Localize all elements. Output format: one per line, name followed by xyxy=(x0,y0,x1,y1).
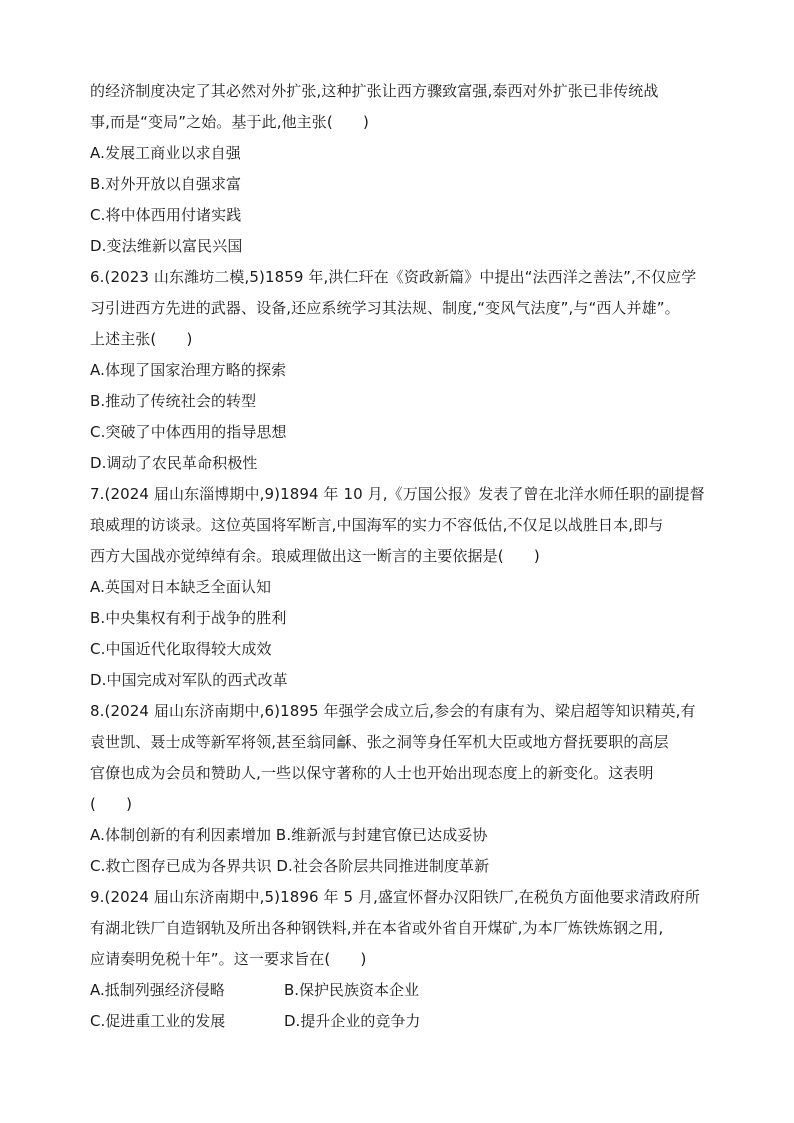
q9-stem-line-1: 9.(2024 届山东济南期中,5)1896 年 5 月,盛宣怀督办汉阳铁厂,在税负方面他要求清政府所 xyxy=(90,888,700,906)
q9-stem-line-3: 应请奏明免税十年”。这一要求旨在( ) xyxy=(90,950,367,968)
q5-option-d: D.变法维新以富民兴国 xyxy=(90,237,243,255)
q6-stem-line-3: 上述主张( ) xyxy=(90,330,193,348)
q9-option-b: B.保护民族资本企业 xyxy=(284,981,420,999)
q7-stem-line-3: 西方大国战亦觉绰绰有余。琅威理做出这一断言的主要依据是( ) xyxy=(90,547,540,565)
q8-options-ab: A.体制创新的有利因素增加 B.维新派与封建官僚已达成妥协 xyxy=(90,826,488,844)
q8-stem-line-4: ( ) xyxy=(90,795,133,813)
q6-option-c: C.突破了中体西用的指导思想 xyxy=(90,423,287,441)
q9-option-d: D.提升企业的竞争力 xyxy=(284,1012,421,1030)
q6-option-b: B.推动了传统社会的转型 xyxy=(90,392,257,410)
q8-stem-line-3: 官僚也成为会员和赞助人,一些以保守著称的人士也开始出现态度上的新变化。这表明 xyxy=(90,764,654,782)
q6-stem-line-2: 习引进西方先进的武器、设备,还应系统学习其法规、制度,“变风气法度”,与“西人并雄”。 xyxy=(90,299,680,317)
q5-option-b: B.对外开放以自强求富 xyxy=(90,175,242,193)
q9-options-row-1 xyxy=(90,975,714,1006)
q7-option-d: D.中国完成对军队的西式改革 xyxy=(90,671,288,689)
q7-stem-line-1: 7.(2024 届山东淄博期中,9)1894 年 10 月,《万国公报》发表了曾在北洋水师任职的副提督 xyxy=(90,485,705,503)
q9-stem-line-2: 有湖北铁厂自造钢轨及所出各种钢铁料,并在本省或外省自开煤矿,为本厂炼铁炼钢之用, xyxy=(90,919,664,937)
q5-option-a: A.发展工商业以求自强 xyxy=(90,144,241,162)
q7-stem-line-2: 琅威理的访谈录。这位英国将军断言,中国海军的实力不容低估,不仅足以战胜日本,即与 xyxy=(90,516,664,534)
q6-option-d: D.调动了农民革命积极性 xyxy=(90,454,258,472)
q8-stem-line-1: 8.(2024 届山东济南期中,6)1895 年强学会成立后,参会的有康有为、梁启超等知识精英,有 xyxy=(90,702,696,720)
q5-stem-line-2: 事,而是“变局”之始。基于此,他主张( ) xyxy=(90,113,369,131)
q8-stem-line-2: 袁世凯、聂士成等新军将领,甚至翁同龢、张之洞等身任军机大臣或地方督抚要职的高层 xyxy=(90,733,669,751)
q9-option-c: C.促进重工业的发展 xyxy=(90,1012,226,1030)
q9-option-a: A.抵制列强经济侵略 xyxy=(90,981,225,999)
q9-options-row-2 xyxy=(90,1006,714,1037)
q7-option-c: C.中国近代化取得较大成效 xyxy=(90,640,272,658)
q8-options-cd: C.救亡图存已成为各界共识 D.社会各阶层共同推进制度革新 xyxy=(90,857,490,875)
q5-option-c: C.将中体西用付诸实践 xyxy=(90,206,242,224)
q5-stem-line-1: 的经济制度决定了其必然对外扩张,这种扩张让西方骤致富强,泰西对外扩张已非传统战 xyxy=(90,82,659,100)
q7-option-b: B.中央集权有利于战争的胜利 xyxy=(90,609,287,627)
q6-option-a: A.体现了国家治理方略的探索 xyxy=(90,361,287,379)
q6-stem-line-1: 6.(2023 山东潍坊二模,5)1859 年,洪仁玕在《资政新篇》中提出“法西洋之善法”,不仅应学 xyxy=(90,268,697,286)
q7-option-a: A.英国对日本缺乏全面认知 xyxy=(90,578,272,596)
